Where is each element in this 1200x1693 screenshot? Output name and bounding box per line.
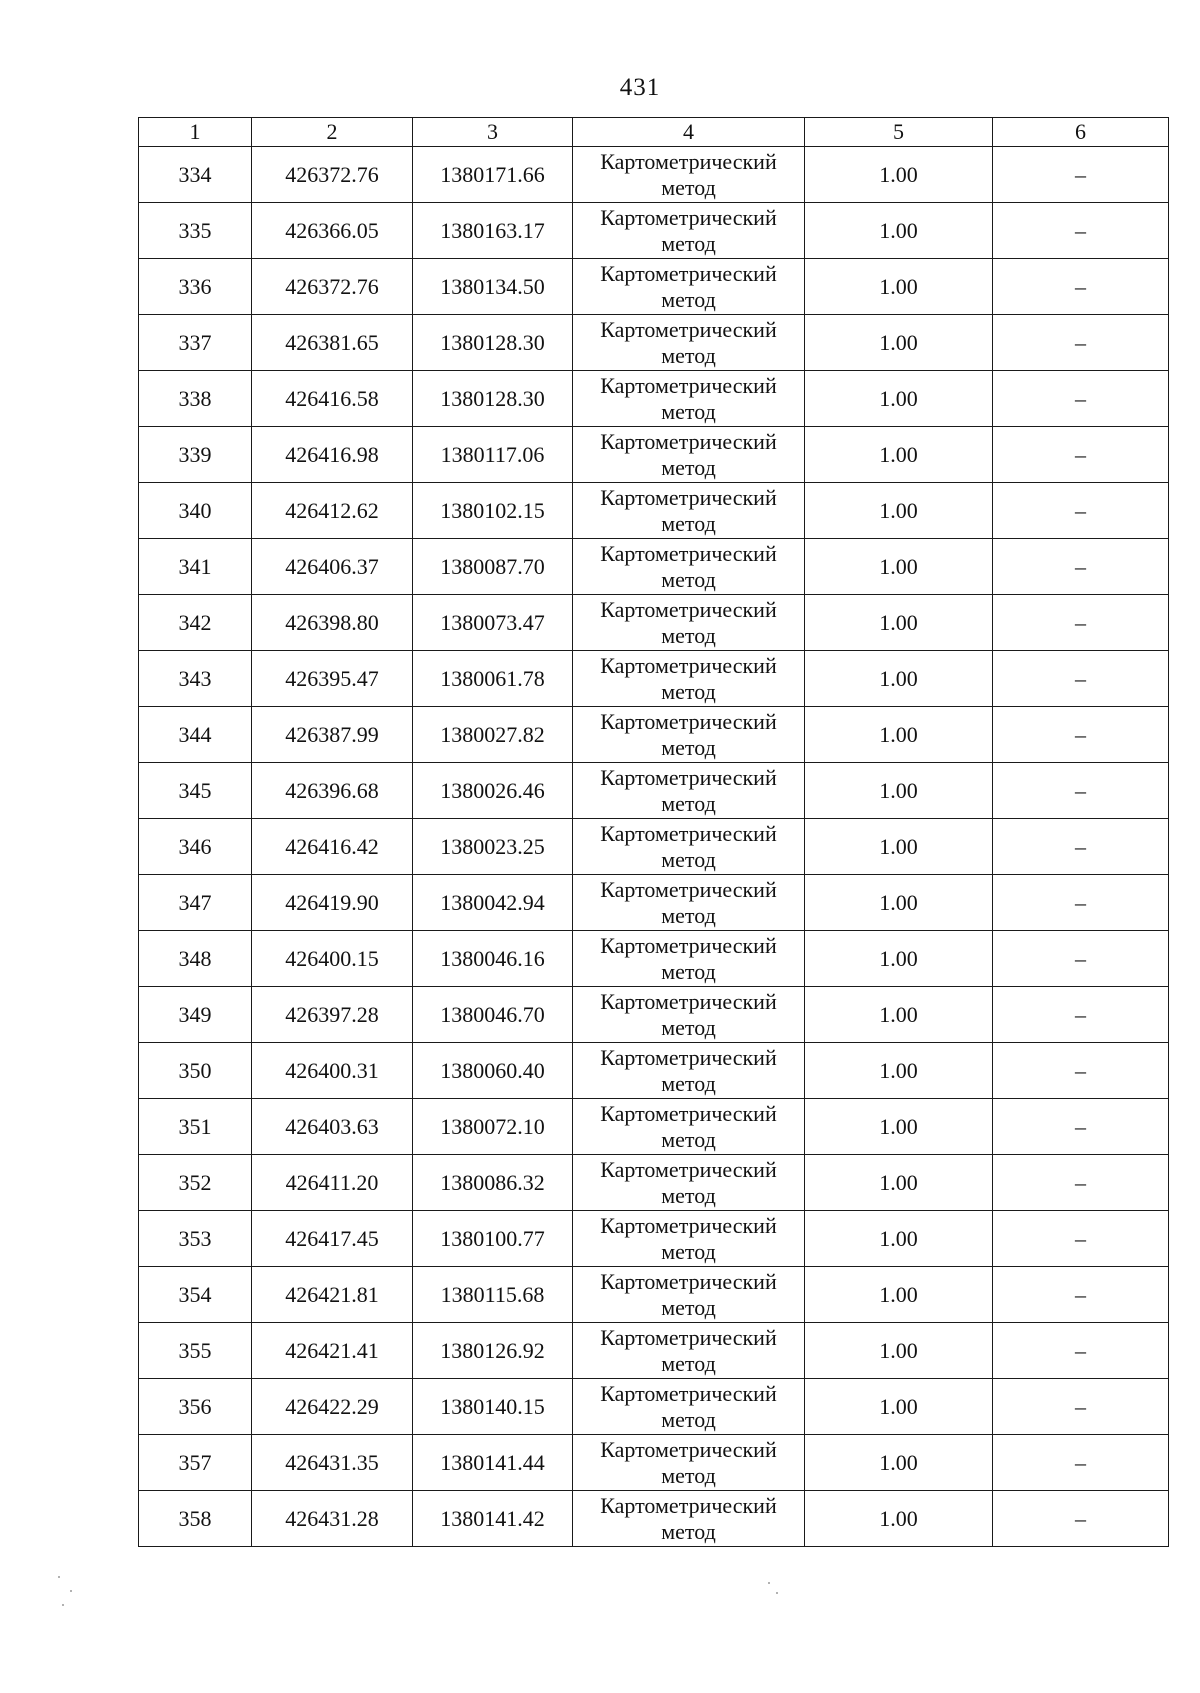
point-number-cell: 339	[139, 427, 252, 483]
table-row	[139, 931, 1169, 987]
page-number: 431	[619, 74, 661, 101]
method-cell	[573, 707, 805, 763]
method-line-2: метод	[661, 734, 716, 760]
method-line-1: Картометрический	[600, 708, 777, 734]
accuracy-cell: 1.00	[805, 315, 993, 371]
note-cell: –	[993, 371, 1169, 427]
method-line-2: метод	[661, 1126, 716, 1152]
note-cell: –	[993, 259, 1169, 315]
y-coordinate-cell: 1380060.40	[413, 1043, 573, 1099]
table-row	[139, 595, 1169, 651]
x-coordinate-cell: 426396.68	[252, 763, 413, 819]
note-cell: –	[993, 707, 1169, 763]
table-row	[139, 539, 1169, 595]
table-row	[139, 819, 1169, 875]
method-cell	[573, 1043, 805, 1099]
accuracy-cell: 1.00	[805, 1155, 993, 1211]
method-line-2: метод	[661, 1294, 716, 1320]
accuracy-cell: 1.00	[805, 539, 993, 595]
y-coordinate-cell: 1380046.16	[413, 931, 573, 987]
x-coordinate-cell: 426387.99	[252, 707, 413, 763]
note-cell: –	[993, 147, 1169, 203]
table-row	[139, 483, 1169, 539]
method-cell	[573, 875, 805, 931]
method-cell	[573, 1155, 805, 1211]
table-header	[139, 118, 1169, 147]
point-number-cell: 343	[139, 651, 252, 707]
accuracy-cell: 1.00	[805, 483, 993, 539]
y-coordinate-cell: 1380117.06	[413, 427, 573, 483]
method-line-1: Картометрический	[600, 764, 777, 790]
point-number-cell: 341	[139, 539, 252, 595]
method-line-1: Картометрический	[600, 932, 777, 958]
method-line-2: метод	[661, 1238, 716, 1264]
method-line-1: Картометрический	[600, 596, 777, 622]
accuracy-cell: 1.00	[805, 651, 993, 707]
point-number-cell: 337	[139, 315, 252, 371]
note-cell: –	[993, 1323, 1169, 1379]
x-coordinate-cell: 426421.81	[252, 1267, 413, 1323]
method-line-2: метод	[661, 174, 716, 200]
header-col-1: 1	[139, 118, 252, 147]
note-cell: –	[993, 1099, 1169, 1155]
table-row	[139, 1379, 1169, 1435]
note-cell: –	[993, 1435, 1169, 1491]
note-cell: –	[993, 483, 1169, 539]
method-cell	[573, 259, 805, 315]
point-number-cell: 352	[139, 1155, 252, 1211]
y-coordinate-cell: 1380102.15	[413, 483, 573, 539]
table-row	[139, 147, 1169, 203]
note-cell: –	[993, 1211, 1169, 1267]
x-coordinate-cell: 426419.90	[252, 875, 413, 931]
y-coordinate-cell: 1380087.70	[413, 539, 573, 595]
y-coordinate-cell: 1380072.10	[413, 1099, 573, 1155]
method-line-2: метод	[661, 1014, 716, 1040]
method-cell	[573, 371, 805, 427]
table-row	[139, 1323, 1169, 1379]
method-line-1: Картометрический	[600, 484, 777, 510]
table-row	[139, 1211, 1169, 1267]
x-coordinate-cell: 426366.05	[252, 203, 413, 259]
table-row	[139, 371, 1169, 427]
header-col-2: 2	[252, 118, 413, 147]
method-line-1: Картометрический	[600, 316, 777, 342]
method-line-2: метод	[661, 622, 716, 648]
table-row	[139, 1491, 1169, 1547]
x-coordinate-cell: 426422.29	[252, 1379, 413, 1435]
scan-speck	[768, 1582, 770, 1584]
point-number-cell: 355	[139, 1323, 252, 1379]
method-cell	[573, 1099, 805, 1155]
point-number-cell: 346	[139, 819, 252, 875]
method-line-1: Картометрический	[600, 652, 777, 678]
x-coordinate-cell: 426381.65	[252, 315, 413, 371]
accuracy-cell: 1.00	[805, 1491, 993, 1547]
coordinates-table	[138, 117, 1169, 1547]
note-cell: –	[993, 539, 1169, 595]
method-line-2: метод	[661, 342, 716, 368]
header-col-5: 5	[805, 118, 993, 147]
y-coordinate-cell: 1380126.92	[413, 1323, 573, 1379]
scan-speck	[776, 1592, 778, 1594]
method-line-1: Картометрический	[600, 820, 777, 846]
method-cell	[573, 651, 805, 707]
accuracy-cell: 1.00	[805, 1211, 993, 1267]
x-coordinate-cell: 426398.80	[252, 595, 413, 651]
point-number-cell: 338	[139, 371, 252, 427]
scan-speck	[58, 1576, 60, 1578]
method-line-1: Картометрический	[600, 1492, 777, 1518]
point-number-cell: 336	[139, 259, 252, 315]
method-line-1: Картометрический	[600, 540, 777, 566]
point-number-cell: 334	[139, 147, 252, 203]
y-coordinate-cell: 1380061.78	[413, 651, 573, 707]
x-coordinate-cell: 426416.42	[252, 819, 413, 875]
point-number-cell: 351	[139, 1099, 252, 1155]
method-line-2: метод	[661, 230, 716, 256]
method-line-2: метод	[661, 1350, 716, 1376]
y-coordinate-cell: 1380115.68	[413, 1267, 573, 1323]
y-coordinate-cell: 1380023.25	[413, 819, 573, 875]
y-coordinate-cell: 1380046.70	[413, 987, 573, 1043]
note-cell: –	[993, 1379, 1169, 1435]
method-cell	[573, 1211, 805, 1267]
accuracy-cell: 1.00	[805, 707, 993, 763]
y-coordinate-cell: 1380134.50	[413, 259, 573, 315]
note-cell: –	[993, 651, 1169, 707]
x-coordinate-cell: 426416.58	[252, 371, 413, 427]
method-cell	[573, 483, 805, 539]
accuracy-cell: 1.00	[805, 427, 993, 483]
method-cell	[573, 931, 805, 987]
table-row	[139, 707, 1169, 763]
method-line-1: Картометрический	[600, 204, 777, 230]
header-col-6: 6	[993, 118, 1169, 147]
method-line-2: метод	[661, 286, 716, 312]
method-line-1: Картометрический	[600, 1212, 777, 1238]
point-number-cell: 356	[139, 1379, 252, 1435]
method-cell	[573, 1323, 805, 1379]
accuracy-cell: 1.00	[805, 595, 993, 651]
method-line-2: метод	[661, 846, 716, 872]
note-cell: –	[993, 1491, 1169, 1547]
point-number-cell: 348	[139, 931, 252, 987]
method-cell	[573, 1267, 805, 1323]
table-row	[139, 1043, 1169, 1099]
accuracy-cell: 1.00	[805, 1435, 993, 1491]
method-line-1: Картометрический	[600, 1268, 777, 1294]
note-cell: –	[993, 875, 1169, 931]
x-coordinate-cell: 426372.76	[252, 259, 413, 315]
y-coordinate-cell: 1380073.47	[413, 595, 573, 651]
note-cell: –	[993, 763, 1169, 819]
y-coordinate-cell: 1380026.46	[413, 763, 573, 819]
table-body	[139, 147, 1169, 1547]
method-line-2: метод	[661, 790, 716, 816]
accuracy-cell: 1.00	[805, 931, 993, 987]
method-line-1: Картометрический	[600, 1324, 777, 1350]
point-number-cell: 344	[139, 707, 252, 763]
method-line-1: Картометрический	[600, 1380, 777, 1406]
method-line-2: метод	[661, 398, 716, 424]
y-coordinate-cell: 1380128.30	[413, 371, 573, 427]
point-number-cell: 357	[139, 1435, 252, 1491]
x-coordinate-cell: 426421.41	[252, 1323, 413, 1379]
accuracy-cell: 1.00	[805, 371, 993, 427]
method-line-2: метод	[661, 678, 716, 704]
y-coordinate-cell: 1380140.15	[413, 1379, 573, 1435]
y-coordinate-cell: 1380086.32	[413, 1155, 573, 1211]
y-coordinate-cell: 1380141.42	[413, 1491, 573, 1547]
method-cell	[573, 987, 805, 1043]
method-line-1: Картометрический	[600, 1436, 777, 1462]
method-line-2: метод	[661, 1462, 716, 1488]
accuracy-cell: 1.00	[805, 203, 993, 259]
point-number-cell: 358	[139, 1491, 252, 1547]
note-cell: –	[993, 987, 1169, 1043]
point-number-cell: 350	[139, 1043, 252, 1099]
point-number-cell: 347	[139, 875, 252, 931]
note-cell: –	[993, 203, 1169, 259]
table-row	[139, 203, 1169, 259]
note-cell: –	[993, 1155, 1169, 1211]
note-cell: –	[993, 427, 1169, 483]
method-cell	[573, 763, 805, 819]
x-coordinate-cell: 426397.28	[252, 987, 413, 1043]
method-line-2: метод	[661, 1182, 716, 1208]
method-line-2: метод	[661, 958, 716, 984]
table-row	[139, 1267, 1169, 1323]
note-cell: –	[993, 315, 1169, 371]
table-row	[139, 427, 1169, 483]
method-line-2: метод	[661, 510, 716, 536]
x-coordinate-cell: 426431.28	[252, 1491, 413, 1547]
x-coordinate-cell: 426400.31	[252, 1043, 413, 1099]
method-cell	[573, 315, 805, 371]
note-cell: –	[993, 595, 1169, 651]
note-cell: –	[993, 1267, 1169, 1323]
table-row	[139, 1099, 1169, 1155]
method-line-1: Картометрический	[600, 148, 777, 174]
x-coordinate-cell: 426412.62	[252, 483, 413, 539]
accuracy-cell: 1.00	[805, 819, 993, 875]
table-row	[139, 651, 1169, 707]
y-coordinate-cell: 1380128.30	[413, 315, 573, 371]
method-line-1: Картометрический	[600, 1100, 777, 1126]
method-cell	[573, 427, 805, 483]
table-row	[139, 875, 1169, 931]
scan-speck	[62, 1604, 64, 1606]
y-coordinate-cell: 1380141.44	[413, 1435, 573, 1491]
x-coordinate-cell: 426417.45	[252, 1211, 413, 1267]
table-row	[139, 315, 1169, 371]
method-cell	[573, 1435, 805, 1491]
point-number-cell: 353	[139, 1211, 252, 1267]
table-row	[139, 1435, 1169, 1491]
accuracy-cell: 1.00	[805, 1043, 993, 1099]
note-cell: –	[993, 931, 1169, 987]
x-coordinate-cell: 426400.15	[252, 931, 413, 987]
accuracy-cell: 1.00	[805, 1323, 993, 1379]
method-line-2: метод	[661, 566, 716, 592]
y-coordinate-cell: 1380042.94	[413, 875, 573, 931]
note-cell: –	[993, 819, 1169, 875]
method-line-2: метод	[661, 1406, 716, 1432]
point-number-cell: 340	[139, 483, 252, 539]
point-number-cell: 349	[139, 987, 252, 1043]
method-cell	[573, 819, 805, 875]
point-number-cell: 342	[139, 595, 252, 651]
accuracy-cell: 1.00	[805, 147, 993, 203]
y-coordinate-cell: 1380171.66	[413, 147, 573, 203]
method-cell	[573, 1491, 805, 1547]
table-row	[139, 987, 1169, 1043]
x-coordinate-cell: 426395.47	[252, 651, 413, 707]
header-col-3: 3	[413, 118, 573, 147]
method-cell	[573, 203, 805, 259]
table-row	[139, 763, 1169, 819]
method-line-1: Картометрический	[600, 988, 777, 1014]
table-row	[139, 259, 1169, 315]
x-coordinate-cell: 426406.37	[252, 539, 413, 595]
method-line-1: Картометрический	[600, 428, 777, 454]
scan-speck	[70, 1590, 72, 1592]
method-line-1: Картометрический	[600, 1156, 777, 1182]
method-cell	[573, 539, 805, 595]
x-coordinate-cell: 426372.76	[252, 147, 413, 203]
accuracy-cell: 1.00	[805, 1267, 993, 1323]
table-row	[139, 1155, 1169, 1211]
note-cell: –	[993, 1043, 1169, 1099]
point-number-cell: 354	[139, 1267, 252, 1323]
accuracy-cell: 1.00	[805, 1379, 993, 1435]
method-line-1: Картометрический	[600, 876, 777, 902]
accuracy-cell: 1.00	[805, 1099, 993, 1155]
method-cell	[573, 1379, 805, 1435]
point-number-cell: 345	[139, 763, 252, 819]
method-line-1: Картометрический	[600, 260, 777, 286]
accuracy-cell: 1.00	[805, 259, 993, 315]
method-line-2: метод	[661, 1518, 716, 1544]
point-number-cell: 335	[139, 203, 252, 259]
x-coordinate-cell: 426431.35	[252, 1435, 413, 1491]
method-cell	[573, 147, 805, 203]
method-cell	[573, 595, 805, 651]
method-line-1: Картометрический	[600, 1044, 777, 1070]
method-line-2: метод	[661, 454, 716, 480]
method-line-2: метод	[661, 902, 716, 928]
accuracy-cell: 1.00	[805, 987, 993, 1043]
x-coordinate-cell: 426411.20	[252, 1155, 413, 1211]
header-row	[139, 118, 1169, 147]
y-coordinate-cell: 1380163.17	[413, 203, 573, 259]
x-coordinate-cell: 426416.98	[252, 427, 413, 483]
x-coordinate-cell: 426403.63	[252, 1099, 413, 1155]
accuracy-cell: 1.00	[805, 763, 993, 819]
y-coordinate-cell: 1380100.77	[413, 1211, 573, 1267]
accuracy-cell: 1.00	[805, 875, 993, 931]
method-line-1: Картометрический	[600, 372, 777, 398]
y-coordinate-cell: 1380027.82	[413, 707, 573, 763]
method-line-2: метод	[661, 1070, 716, 1096]
header-col-4: 4	[573, 118, 805, 147]
